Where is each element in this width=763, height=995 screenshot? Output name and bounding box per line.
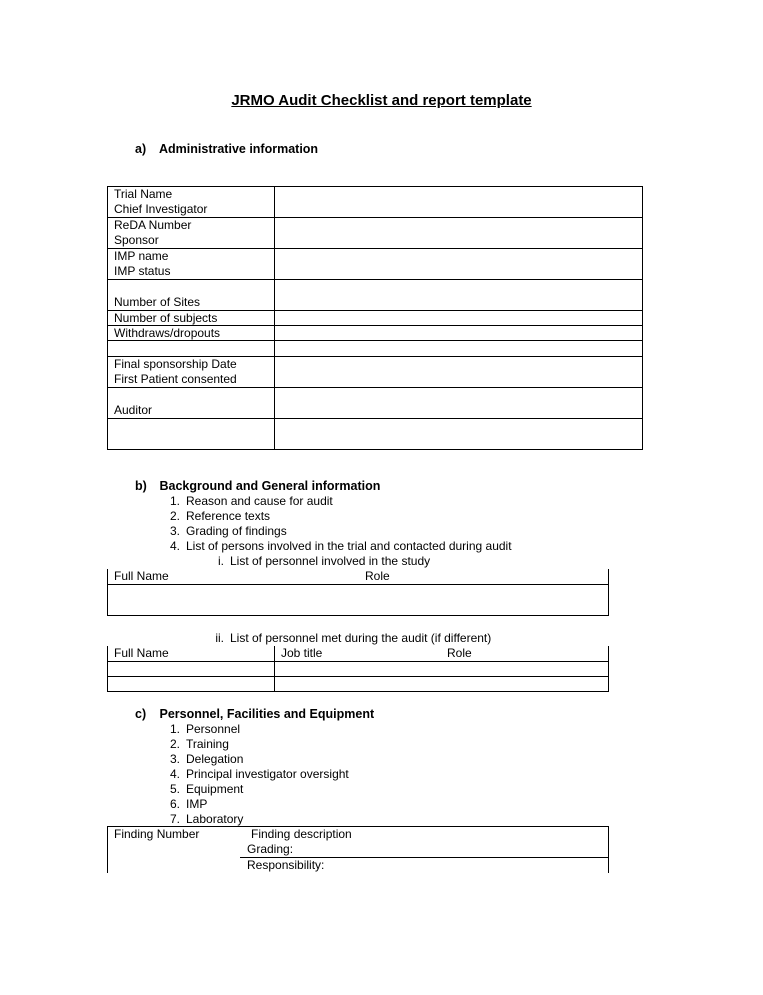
document-title: JRMO Audit Checklist and report template	[231, 92, 532, 109]
label-auditor: Auditor	[114, 403, 153, 417]
list-item: 3. Delegation	[169, 752, 244, 766]
section-a-label: a)	[135, 142, 147, 156]
list-item: 4. List of persons involved in the trial and contacted during audit	[169, 539, 512, 553]
section-c-title: Personnel, Facilities and Equipment	[159, 707, 375, 721]
label-final-sponsorship-date: Final sponsorship Date	[114, 357, 237, 371]
list-item: 5. Equipment	[169, 782, 244, 796]
label-withdraws-dropouts: Withdraws/dropouts	[114, 326, 221, 340]
section-a-title: Administrative information	[159, 142, 319, 156]
label-chief-investigator: Chief Investigator	[114, 202, 208, 216]
list-item: 1. Reason and cause for audit	[169, 494, 333, 508]
label-imp-name: IMP name	[114, 249, 169, 263]
col-full-name: Full Name	[114, 646, 169, 660]
section-a-heading	[135, 142, 318, 156]
label-sponsor: Sponsor	[114, 233, 159, 247]
section-b-heading	[135, 479, 380, 493]
list-item: 1. Personnel	[169, 722, 241, 736]
col-role: Role	[365, 569, 390, 583]
list-item: 4. Principal investigator oversight	[169, 767, 349, 781]
section-b-title: Background and General information	[159, 479, 381, 493]
col-job-title: Job title	[281, 646, 323, 660]
label-trial-name: Trial Name	[114, 187, 173, 201]
sub-list-item-i: i. List of personnel involved in the study	[218, 554, 431, 568]
sub-list-item-ii: ii. List of personnel met during the audit (if different)	[215, 631, 492, 645]
section-c-heading	[135, 707, 374, 721]
list-item: 3. Grading of findings	[169, 524, 287, 538]
col-finding-number: Finding Number	[114, 827, 200, 841]
label-reda-number: ReDA Number	[114, 218, 192, 232]
col-finding-description: Finding description	[251, 827, 352, 841]
list-item: 7. Laboratory	[169, 812, 244, 826]
list-item: 6. IMP	[169, 797, 208, 811]
label-number-of-subjects: Number of subjects	[114, 311, 218, 325]
section-b-label: b)	[135, 479, 147, 493]
label-responsibility: Responsibility:	[247, 858, 325, 872]
col-role: Role	[447, 646, 472, 660]
label-first-patient-consented: First Patient consented	[114, 372, 237, 386]
section-c-label: c)	[135, 707, 147, 721]
list-item: 2. Reference texts	[169, 509, 271, 523]
list-item: 2. Training	[169, 737, 229, 751]
col-full-name: Full Name	[114, 569, 169, 583]
label-number-of-sites: Number of Sites	[114, 295, 201, 309]
label-imp-status: IMP status	[114, 264, 171, 278]
label-grading: Grading:	[247, 842, 294, 856]
